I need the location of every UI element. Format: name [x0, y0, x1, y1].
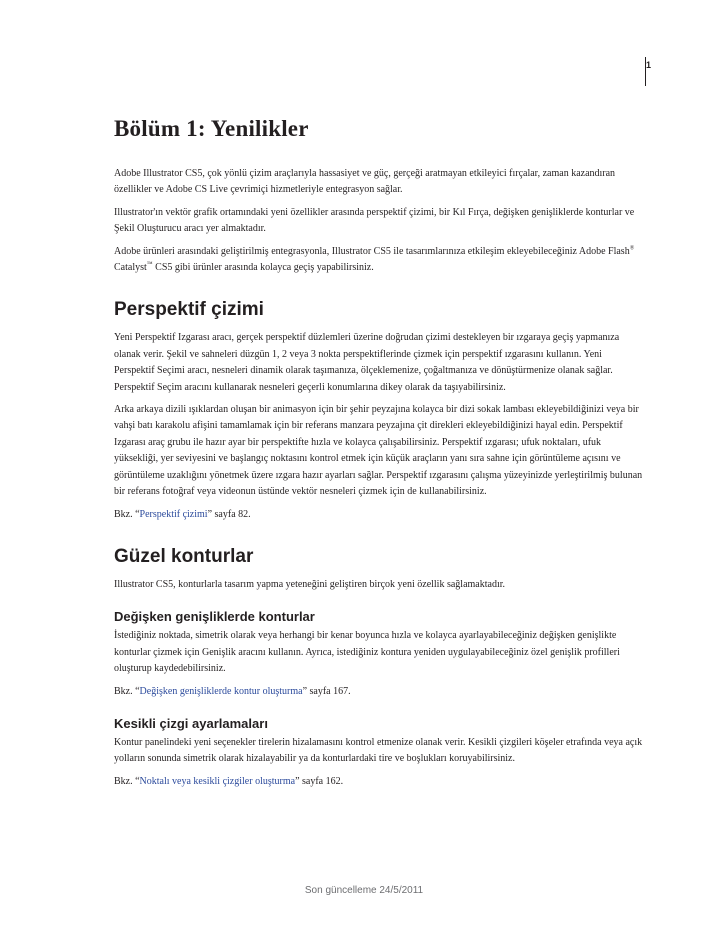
- reference-suffix: ” sayfa 162.: [295, 775, 344, 787]
- dashed-lines-link[interactable]: Noktalı veya kesikli çizgiler oluşturma: [139, 775, 296, 787]
- section-title-strokes: Güzel konturlar: [114, 545, 254, 567]
- perspective-paragraph-2: Arka arkaya dizili ışıklardan oluşan bir animasyon için bir şehir peyzajına kolayca bir dizi sokak lambası ekleyebildiğinizi veya bir vahşi batı karakolu afişini tamamlamak için bir referans manzara peyzajına çit direkleri ekleyebildiğinizi hayal edin. Perspektif Izgarası araç grubu ile hazır ayar bir perspektifte hızla ve kolayca çalışabilirsiniz. Perspektif ızgarası; ufuk noktaları, ufuk yüksekliği, yer seviyesini ve başlangıç noktasını kontrol etmek için küçük araçların yanı sıra sahne için görüntüleme açısını ve görüntüleme uzaklığını yönetmek üzere ızgara hazır ayarları sağlar. Perspektif ızgarasını çalışma yüzeyinizde yerleştirilmiş bulunan bir referans fotoğraf veya videonun üstünde vektör nesneleri çizmek için de kullanabilirsiniz.: [114, 404, 643, 498]
- intro-paragraph-3: [114, 244, 644, 277]
- intro-p3-text-a: Adobe ürünleri arasındaki geliştirilmiş entegrasyonla, Illustrator CS5 ile tasarımlarınıza etkileşim ekleyebileceğiniz Adobe Flash: [114, 245, 630, 257]
- strokes-paragraph-1: Illustrator CS5, konturlarla tasarım yapma yeteneğini geliştiren birçok yeni özellik sağlamaktadır.: [114, 578, 506, 590]
- subsection-title-variable-width: Değişken genişliklerde konturlar: [114, 609, 315, 625]
- document-body: [114, 116, 644, 796]
- chapter-title: Bölüm 1: Yenilikler: [114, 116, 309, 141]
- reference-suffix: ” sayfa 167.: [302, 685, 351, 697]
- section-title-perspective: Perspektif çizimi: [114, 299, 264, 321]
- intro-paragraph-2: Illustrator'ın vektör grafik ortamındaki yeni özellikler arasında perspektif çizimi, bir Kıl Fırça, değişken genişliklerde konturlar ve Şekil Oluşturucu aracı yer almaktadır.: [114, 206, 635, 235]
- dashed-lines-reference: [114, 774, 644, 790]
- subsection-title-dashed-lines: Kesikli çizgi ayarlamaları: [114, 715, 268, 731]
- intro-p3-text-c: CS5 gibi ürünler arasında kolayca geçiş yapabilirsiniz.: [152, 262, 374, 274]
- reference-prefix: Bkz. “: [114, 685, 140, 697]
- reference-prefix: Bkz. “: [114, 508, 140, 520]
- trademark-mark: ™: [146, 261, 153, 268]
- intro-p3-text-b: Catalyst: [114, 262, 147, 274]
- page-footer: Son güncelleme 24/5/2011: [304, 885, 424, 896]
- page-number: 1: [645, 60, 651, 70]
- dashed-lines-paragraph: Kontur panelindeki yeni seçenekler tirelerin hizalamasını kontrol etmenize olanak verir. Kesikli çizgileri köşeler etrafında veya açık yolların sonunda simetrik olarak hizalayabilir ya da konturlardaki tire ve boşlukları koruyabilirsiniz.: [114, 736, 643, 765]
- perspective-paragraph-1: Yeni Perspektif Izgarası aracı, gerçek perspektif düzlemleri üzerine doğrudan çizimi destekleyen bir ızgaraya geçiş yapmanıza olanak verir. Şekil ve sahneleri düzgün 1, 2 veya 3 nokta perspektiflerinde çizmek için perspektif ızgarasını kullanın. Yeni Perspektif Seçimi aracı, nesneleri dinamik olarak taşımanıza, ölçeklemenize, çoğaltmanıza ve dönüştürmenize olanak sağlar. Perspektif Seçim aracını kullanarak nesneleri geçerli konumlarına dikey olarak da taşıyabilirsiniz.: [114, 332, 620, 393]
- intro-paragraph-1: Adobe Illustrator CS5, çok yönlü çizim araçlarıyla hassasiyet ve güç, gerçeği aratmayan etkileyici fırçalar, zaman kazandıran özellikler ve Adobe CS Live çevrimiçi hizmetleriyle entegrasyon sağlar.: [114, 168, 616, 196]
- reference-suffix: ” sayfa 82.: [207, 508, 251, 520]
- reference-prefix: Bkz. “: [114, 775, 140, 787]
- perspective-reference: [114, 507, 644, 523]
- variable-width-reference: [114, 684, 644, 700]
- registered-mark: ®: [629, 245, 635, 252]
- perspective-drawing-link[interactable]: Perspektif çizimi: [139, 508, 208, 520]
- variable-width-paragraph: İstediğiniz noktada, simetrik olarak veya herhangi bir kenar boyunca hızla ve kolayca ayarlayabileceğiniz değişken genişlikte konturlar çizmek için Genişlik aracını kullanın. Ayrıca, istediğiniz kontura yeniden uygulayabileceğiniz özel genişlik profilleri oluşturup kaydedebilirsiniz.: [114, 630, 620, 675]
- variable-width-link[interactable]: Değişken genişliklerde kontur oluşturma: [139, 685, 303, 697]
